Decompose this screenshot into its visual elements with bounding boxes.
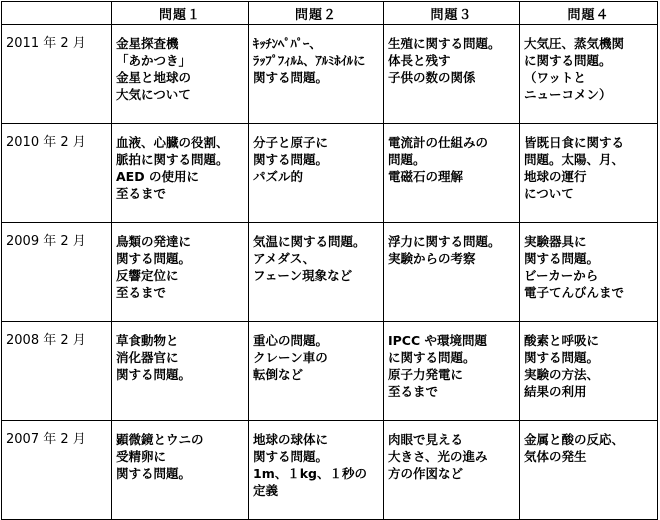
topic-line: 関する問題。 xyxy=(116,251,192,266)
topic-line: 関する問題。 xyxy=(116,466,192,481)
table-row xyxy=(2,223,658,322)
topic-cell-q1 xyxy=(112,421,249,520)
topic-line: クレーン車の xyxy=(253,350,328,365)
topic-line: 金星と地球の xyxy=(116,70,192,85)
topic-line: 大きさ、光の進み xyxy=(388,449,488,464)
topic-line: アメダス、 xyxy=(253,251,316,266)
table-body xyxy=(2,25,658,520)
topic-line: 皆既日食に関する xyxy=(524,135,625,150)
topic-line: 気温に関する問題。 xyxy=(253,234,366,249)
topic-cell-q4 xyxy=(520,322,658,421)
topic-line: に関する問題。 xyxy=(388,350,476,365)
topic-line: ﾗｯﾌﾟﾌｨﾙﾑ、ｱﾙﾐﾎｲﾙに xyxy=(253,53,366,68)
topic-line: 重心の問題。 xyxy=(253,333,329,348)
table-header xyxy=(2,2,658,25)
topic-cell-q2 xyxy=(249,421,384,520)
topic-cell-q2 xyxy=(249,322,384,421)
topic-cell-q3 xyxy=(384,25,520,124)
header-corner xyxy=(2,2,112,25)
topic-line: 結果の利用 xyxy=(524,384,587,399)
table-row xyxy=(2,322,658,421)
topic-line: 脈拍に関する問題。 xyxy=(116,152,229,167)
topic-line: 至るまで xyxy=(116,285,167,300)
table-row xyxy=(2,421,658,520)
topic-line: 分子と原子に xyxy=(253,135,329,150)
topic-line: 草食動物と xyxy=(116,333,179,348)
header-q1: 問題１ xyxy=(112,2,249,25)
topic-cell-q4 xyxy=(520,421,658,520)
topic-line: 関する問題。 xyxy=(253,70,329,85)
topic-line: 至るまで xyxy=(116,186,167,201)
topic-line: 気体の発生 xyxy=(524,449,587,464)
topic-line: 定義 xyxy=(253,483,279,498)
exam-topics-table xyxy=(1,1,658,520)
header-q2: 問題２ xyxy=(249,2,384,25)
topic-line: ｷｯﾁﾝﾍﾟﾊﾟｰ、 xyxy=(253,36,322,51)
topic-line: について xyxy=(524,186,574,201)
topic-line: パズル的 xyxy=(253,169,304,184)
header-q4: 問題４ xyxy=(520,2,658,25)
topic-line: 原子力発電に xyxy=(388,367,464,382)
topic-line: 関する問題。 xyxy=(116,367,192,382)
topic-line: 問題。 xyxy=(388,152,426,167)
header-q3: 問題３ xyxy=(384,2,520,25)
topic-line: 電子てんびんまで xyxy=(524,285,625,300)
topic-cell-q4 xyxy=(520,223,658,322)
topic-cell-q1 xyxy=(112,124,249,223)
topic-line: 方の作図など xyxy=(388,466,464,481)
row-date: 2007 年 2 月 xyxy=(2,421,112,520)
topic-cell-q3 xyxy=(384,124,520,223)
header-row xyxy=(2,2,658,25)
topic-cell-q3 xyxy=(384,322,520,421)
topic-cell-q4 xyxy=(520,25,658,124)
topic-line: 金星探査機 xyxy=(116,36,179,51)
topic-line: （ワットと xyxy=(524,70,586,85)
topic-line: 至るまで xyxy=(388,384,439,399)
topic-line: 反響定位に xyxy=(116,268,179,283)
topic-cell-q4 xyxy=(520,124,658,223)
topic-line: 関する問題。 xyxy=(524,251,600,266)
topic-line: 1m、１kg、１秒の xyxy=(253,466,367,481)
topic-cell-q3 xyxy=(384,421,520,520)
topic-cell-q2 xyxy=(249,25,384,124)
row-date: 2011 年 2 月 xyxy=(2,25,112,124)
topic-line: 体長と残す xyxy=(388,53,451,68)
topic-line: 実験からの考察 xyxy=(388,251,476,266)
topic-line: 金属と酸の反応、 xyxy=(524,432,625,447)
topic-line: 鳥類の発達に xyxy=(116,234,192,249)
topic-line: 問題。太陽、月、 xyxy=(524,152,625,167)
row-date: 2008 年 2 月 xyxy=(2,322,112,421)
topic-line: IPCC や環境問題 xyxy=(388,333,488,348)
topic-line: 子供の数の関係 xyxy=(388,70,476,85)
topic-line: 関する問題。 xyxy=(253,449,329,464)
topic-line: ニューコメン） xyxy=(524,87,612,102)
topic-line: 地球の運行 xyxy=(524,169,587,184)
topic-line: 転倒など xyxy=(253,367,304,382)
topic-line: 大気について xyxy=(116,87,191,102)
topic-line: 血液、心臓の役割、 xyxy=(116,135,229,150)
topic-line: 消化器官に xyxy=(116,350,179,365)
topic-line: フェーン現象など xyxy=(253,268,353,283)
topic-cell-q3 xyxy=(384,223,520,322)
table-row xyxy=(2,25,658,124)
row-date: 2009 年 2 月 xyxy=(2,223,112,322)
topic-line: 実験の方法、 xyxy=(524,367,600,382)
topic-line: 顕微鏡とウニの xyxy=(116,432,204,447)
topic-line: 「あかつき」 xyxy=(116,53,192,68)
topic-cell-q1 xyxy=(112,223,249,322)
row-date: 2010 年 2 月 xyxy=(2,124,112,223)
topic-line: 受精卵に xyxy=(116,449,167,464)
topic-line: 浮力に関する問題。 xyxy=(388,234,501,249)
topic-cell-q1 xyxy=(112,25,249,124)
topic-line: AED の使用に xyxy=(116,169,199,184)
topic-line: 大気圧、蒸気機関 xyxy=(524,36,625,51)
topic-line: 実験器具に xyxy=(524,234,587,249)
topic-line: 関する問題。 xyxy=(253,152,329,167)
topic-cell-q2 xyxy=(249,124,384,223)
topic-cell-q2 xyxy=(249,223,384,322)
topic-line: 関する問題。 xyxy=(524,350,600,365)
topic-line: 酸素と呼吸に xyxy=(524,333,600,348)
topic-line: 生殖に関する問題。 xyxy=(388,36,501,51)
topic-line: 電流計の仕組みの xyxy=(388,135,489,150)
topic-cell-q1 xyxy=(112,322,249,421)
topic-line: に関する問題。 xyxy=(524,53,612,68)
topic-line: 電磁石の理解 xyxy=(388,169,464,184)
topic-line: 肉眼で見える xyxy=(388,432,464,447)
topic-line: 地球の球体に xyxy=(253,432,329,447)
table-row xyxy=(2,124,658,223)
topic-line: ビーカーから xyxy=(524,268,599,283)
